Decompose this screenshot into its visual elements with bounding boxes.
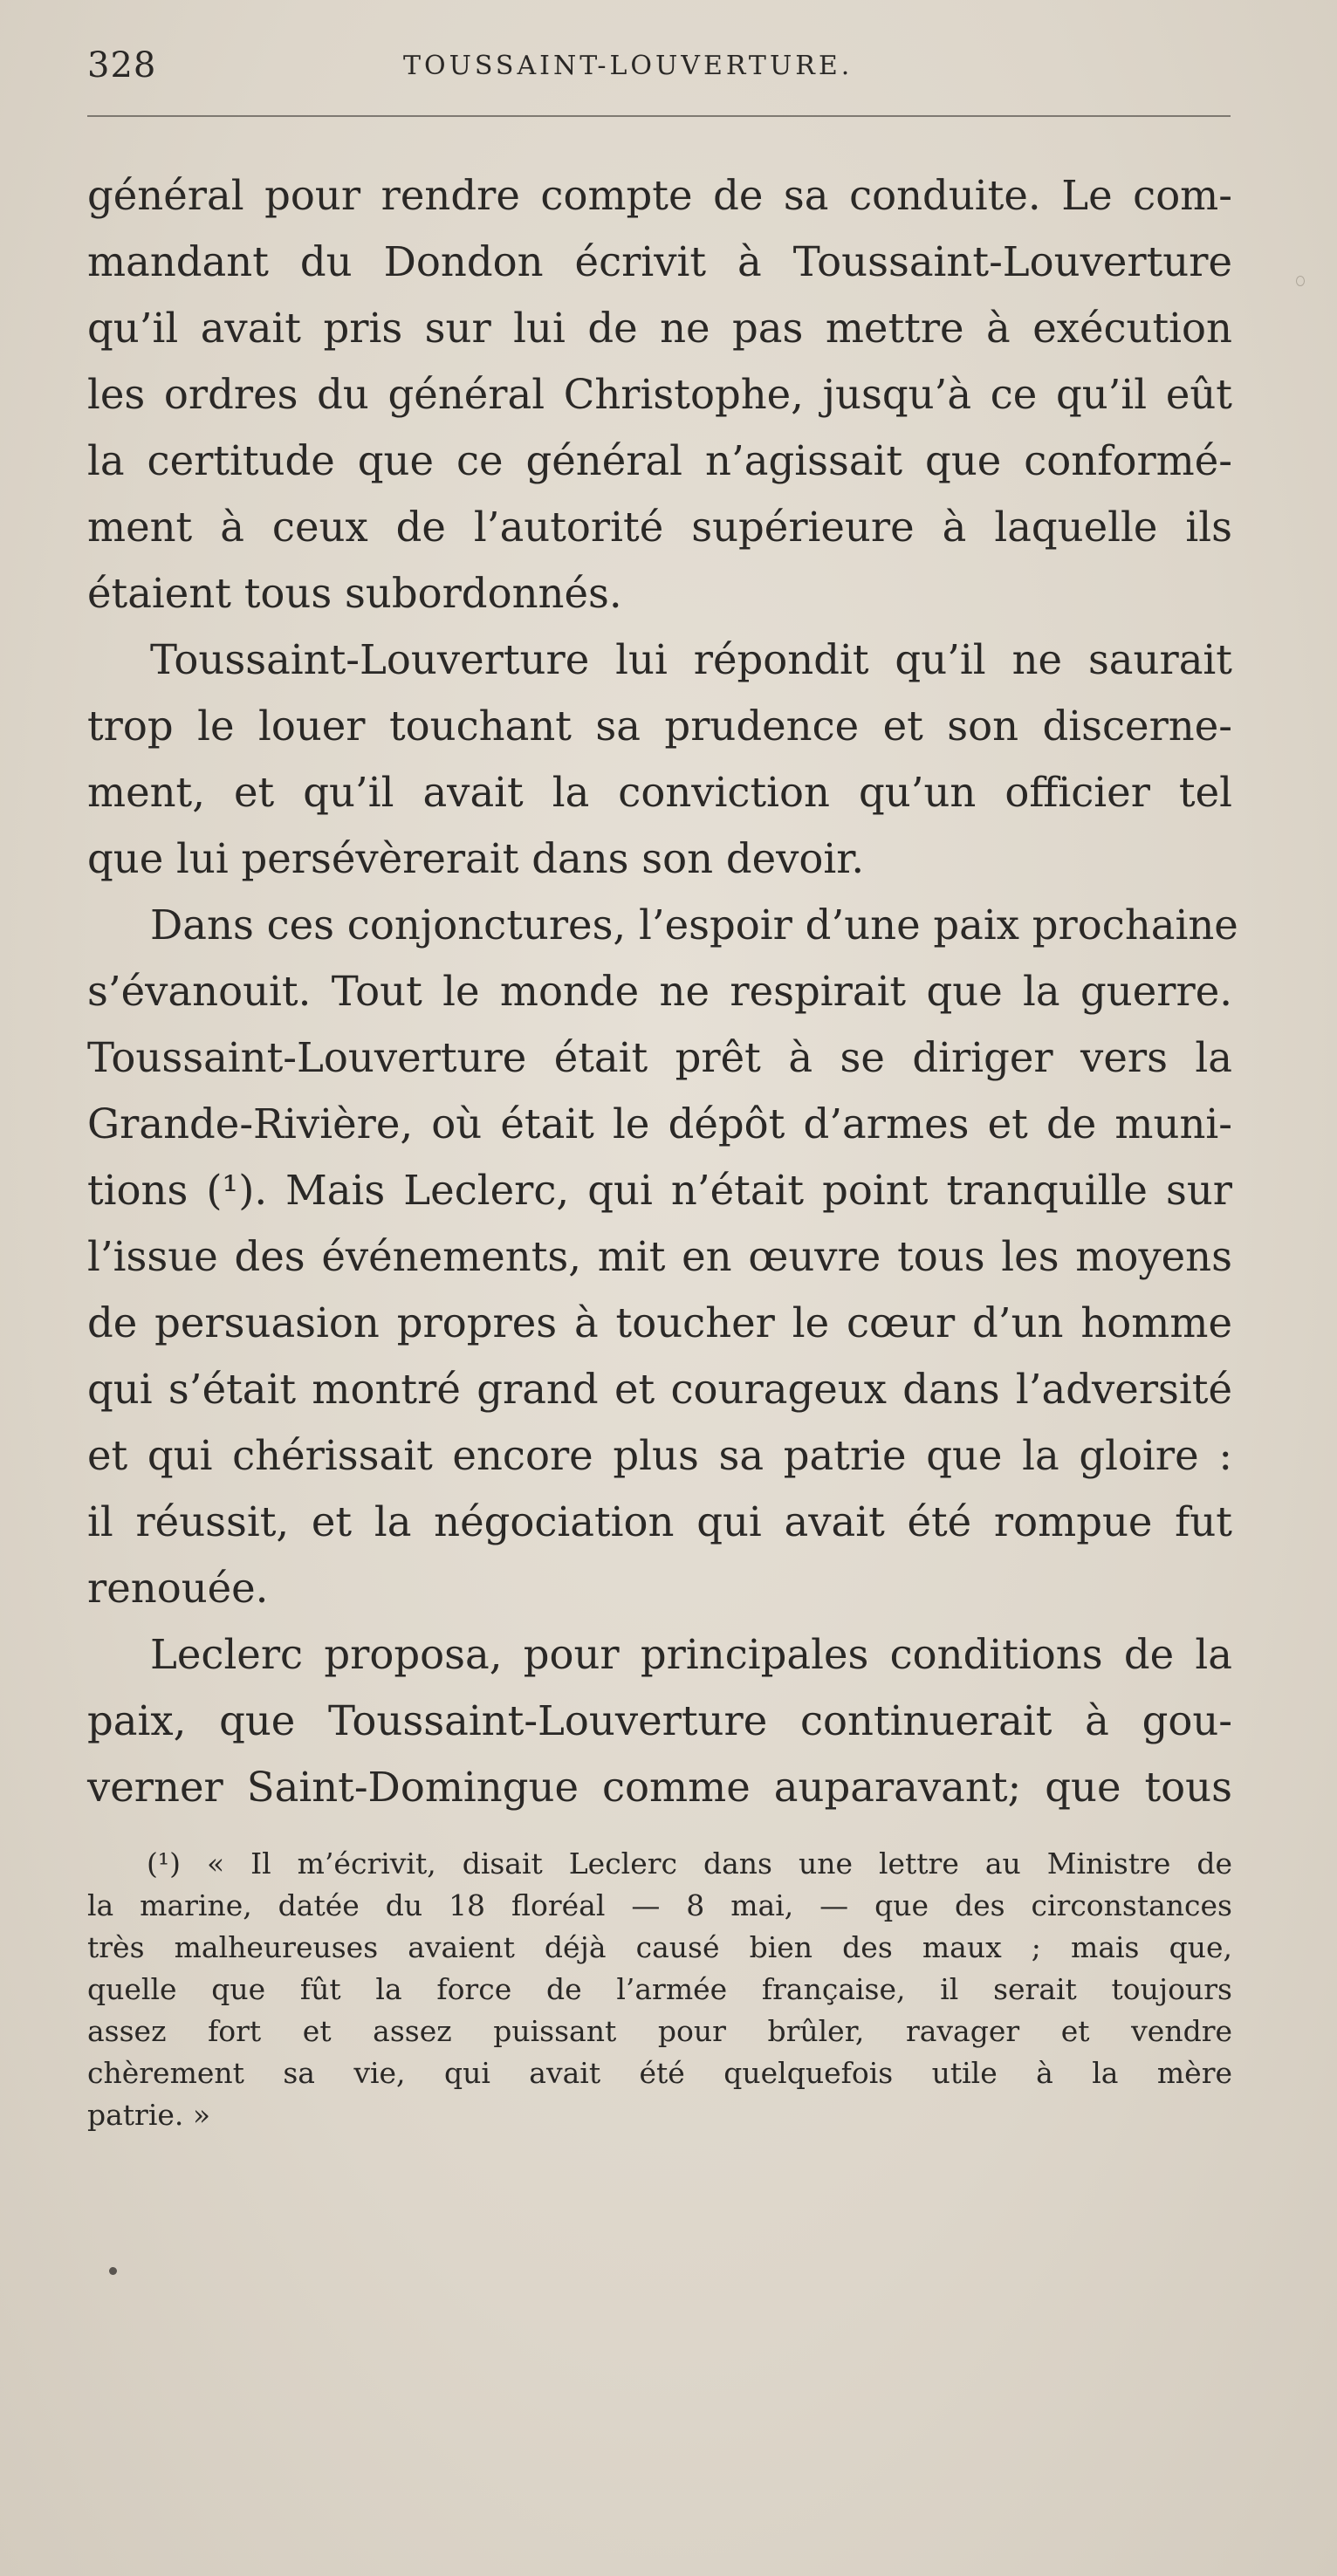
- text-line: renouée.: [87, 1565, 269, 1612]
- text-line: trop le louer touchant sa prudence et son discerne-: [87, 702, 1232, 750]
- text-line: que lui persévèrerait dans son devoir.: [87, 835, 865, 882]
- text-line: les ordres du général Christophe, jusqu’à ce qu’il eût: [87, 371, 1232, 418]
- main-text: [87, 162, 1238, 1820]
- text-line: ment à ceux de l’autorité supérieure à laquelle ils: [87, 504, 1232, 551]
- text-line: s’évanouit. Tout le monde ne respirait que la guerre.: [87, 968, 1232, 1015]
- text-line: étaient tous subordonnés.: [87, 570, 622, 617]
- footnote-line: la marine, datée du 18 floréal — 8 mai, — que des circonstances: [87, 1888, 1232, 1922]
- text-line: Dans ces conjonctures, l’espoir d’une paix prochaine: [150, 901, 1238, 949]
- page-header: [87, 45, 1231, 89]
- margin-mark: [1296, 276, 1305, 286]
- text-line: l’issue des événements, mit en œuvre tous les moyens: [87, 1233, 1232, 1280]
- text-line: qui s’était montré grand et courageux dans l’adversité: [87, 1366, 1232, 1413]
- footnote-line: très malheureuses avaient déjà causé bien des maux ; mais que,: [87, 1930, 1232, 1964]
- running-title: TOUSSAINT-LOUVERTURE.: [403, 51, 854, 81]
- ink-dot: [109, 2267, 117, 2275]
- text-line: mandant du Dondon écrivit à Toussaint-Louverture: [87, 238, 1232, 285]
- text-line: Grande-Rivière, où était le dépôt d’armes et de muni-: [87, 1100, 1232, 1148]
- text-line: général pour rendre compte de sa conduite. Le com-: [87, 172, 1232, 219]
- text-line: Toussaint-Louverture était prêt à se diriger vers la: [87, 1034, 1232, 1081]
- page-number: 328: [87, 45, 157, 86]
- footnote-line: chèrement sa vie, qui avait été quelquefois utile à la mère: [87, 2056, 1232, 2090]
- footnote-line: (¹) « Il m’écrivit, disait Leclerc dans une lettre au Ministre de: [147, 1846, 1232, 1881]
- text-line: ment, et qu’il avait la conviction qu’un officier tel: [87, 769, 1232, 816]
- text-line: tions (¹). Mais Leclerc, qui n’était point tranquille sur: [87, 1167, 1232, 1214]
- text-line: paix, que Toussaint-Louverture continuerait à gou-: [87, 1697, 1232, 1744]
- header-rule: [87, 115, 1231, 117]
- footnote-line: quelle que fût la force de l’armée française, il serait toujours: [87, 1972, 1232, 2006]
- text-line: verner Saint-Domingue comme auparavant; que tous: [87, 1764, 1232, 1811]
- text-line: la certitude que ce général n’agissait que conformé-: [87, 437, 1232, 484]
- text-line: qu’il avait pris sur lui de ne pas mettre à exécution: [87, 305, 1232, 352]
- footnote: [87, 1843, 1232, 2136]
- text-line: Toussaint-Louverture lui répondit qu’il ne saurait: [150, 636, 1232, 683]
- text-line: il réussit, et la négociation qui avait été rompue fut: [87, 1498, 1232, 1545]
- text-line: Leclerc proposa, pour principales conditions de la: [150, 1631, 1232, 1678]
- footnote-line: patrie. »: [87, 2098, 211, 2132]
- footnote-line: assez fort et assez puissant pour brûler, ravager et vendre: [87, 2014, 1232, 2048]
- text-line: et qui chérissait encore plus sa patrie que la gloire :: [87, 1432, 1232, 1479]
- text-line: de persuasion propres à toucher le cœur d’un homme: [87, 1299, 1232, 1346]
